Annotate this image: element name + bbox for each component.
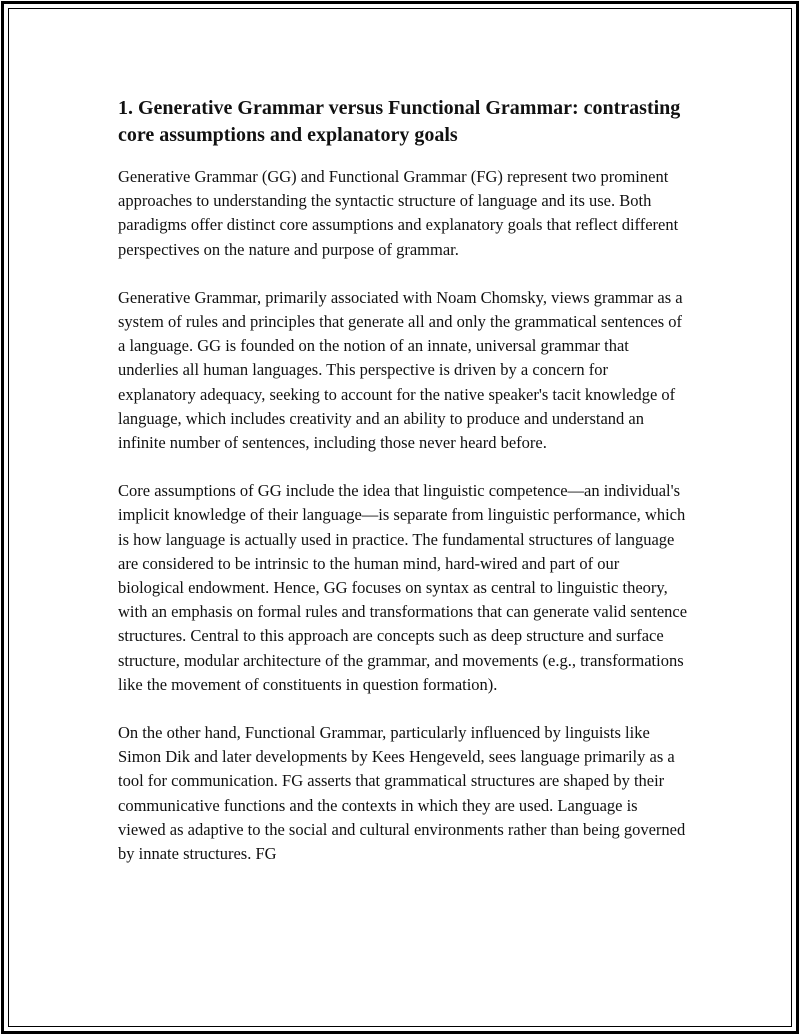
paragraph-intro: Generative Grammar (GG) and Functional Grammar (FG) represent two prominent approaches to understanding the syntactic structure of language and its use. Both paradigms offer distinct core assumptions and explanatory goals that reflect different perspectives on the nature and purpose of grammar. [118, 167, 679, 259]
section-heading: 1. Generative Grammar versus Functional Grammar: contrasting core assumptions and explanatory goals [118, 97, 681, 146]
paragraph-functional-grammar: On the other hand, Functional Grammar, particularly influenced by linguists like Simon Dik and later developments by Kees Hengeveld, sees language primarily as a tool for communication. FG asserts that grammatical structures are shaped by their communicative functions and the contexts in which they are used. Language is viewed as adaptive to the social and cultural environments rather than being governed by innate structures. FG [118, 723, 686, 864]
paragraph-generative-grammar: Generative Grammar, primarily associated with Noam Chomsky, views grammar as a system of rules and principles that generate all and only the grammatical sentences of a language. GG is founded on the notion of an innate, universal grammar that underlies all human languages. This perspective is driven by a concern for explanatory adequacy, seeking to account for the native speaker's tacit knowledge of language, which includes creativity and an ability to produce and understand an infinite number of sentences, including those never heard before. [118, 287, 683, 453]
paragraph-gg-core-assumptions: Core assumptions of GG include the idea that linguistic competence—an individual's implicit knowledge of their language—is separate from linguistic performance, which is how language is actually used in practice. The fundamental structures of language are considered to be intrinsic to the human mind, hard-wired and part of our biological endowment. Hence, GG focuses on syntax as central to linguistic theory, with an emphasis on formal rules and transformations that can generate valid sentence structures. Central to this approach are concepts such as deep structure and surface structure, modular architecture of the grammar, and movements (e.g., transformations like the movement of constituents in question formation). [118, 481, 688, 694]
document-body [118, 95, 688, 890]
